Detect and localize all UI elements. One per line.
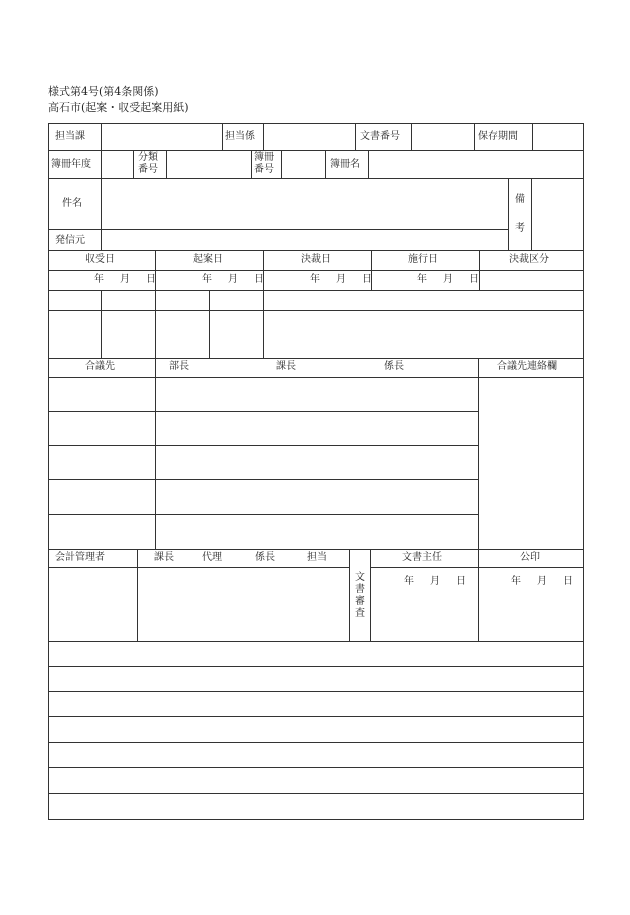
year-label: 年 <box>94 274 104 285</box>
month-label: 月 <box>537 576 547 587</box>
blank-row[interactable] <box>48 641 584 667</box>
field-bosatsu-bangou[interactable] <box>281 150 326 179</box>
field-goigisaki-row[interactable] <box>48 514 156 550</box>
label-tantou-ka: 担当課 <box>55 131 85 142</box>
day-label: 日 <box>362 274 372 285</box>
date-shikou <box>417 274 479 286</box>
field-bosatsu-mei[interactable] <box>368 150 584 179</box>
label-kessai-kubun: 決裁区分 <box>509 254 549 265</box>
form-title: 高石市(起案・収受起案用紙) <box>48 101 189 114</box>
label-kenmei: 件名 <box>62 198 82 209</box>
field-renrakuran[interactable] <box>478 377 584 550</box>
label-bosatsu-bangou-1: 簿冊 <box>254 152 274 163</box>
date-kessai <box>310 274 372 286</box>
seal-cell[interactable] <box>155 290 210 311</box>
date-bunsho-shunin <box>404 576 466 588</box>
label-bunsho-shunin: 文書主任 <box>402 552 442 563</box>
field-goigisaki-row[interactable] <box>48 479 156 515</box>
field-consult-seal-row[interactable] <box>155 445 479 480</box>
label-bosatsu-nendo: 簿冊年度 <box>51 159 91 170</box>
label-kaikei: 会計管理者 <box>55 552 105 563</box>
form-style-number: 様式第4号(第4条関係) <box>48 85 159 98</box>
month-label: 月 <box>336 274 346 285</box>
blank-row[interactable] <box>48 666 584 692</box>
field-approval-seals[interactable] <box>137 567 350 642</box>
seal-cell[interactable] <box>155 310 210 359</box>
field-consult-seal-row[interactable] <box>155 411 479 446</box>
blank-row[interactable] <box>48 691 584 717</box>
cell-consult-titles-header <box>155 358 479 378</box>
seal-cell[interactable] <box>209 290 264 311</box>
month-label: 月 <box>120 274 130 285</box>
seal-cell[interactable] <box>101 290 156 311</box>
label-bikou-2: 考 <box>515 223 525 234</box>
label-bosatsu-mei: 簿冊名 <box>330 159 360 170</box>
label-hozon-kikan: 保存期間 <box>478 131 518 142</box>
year-label: 年 <box>417 274 427 285</box>
seal-cell[interactable] <box>263 290 584 311</box>
year-label: 年 <box>511 576 521 587</box>
field-bunrui-bangou[interactable] <box>166 150 252 179</box>
month-label: 月 <box>443 274 453 285</box>
date-kian <box>202 274 264 286</box>
label-goigisaki: 合議先 <box>85 361 115 372</box>
field-tantou-kakari[interactable] <box>263 123 356 151</box>
field-goigisaki-row[interactable] <box>48 377 156 412</box>
label-approval-kakarichou: 係長 <box>255 552 275 563</box>
label-buchou: 部長 <box>169 361 189 372</box>
day-label: 日 <box>146 274 156 285</box>
char-shin: 審 <box>355 596 365 607</box>
blank-row[interactable] <box>48 716 584 743</box>
label-bunsho-shinsa <box>355 572 365 620</box>
char-bun: 文 <box>355 572 365 583</box>
char-sa: 査 <box>355 608 365 619</box>
date-shuju <box>94 274 156 286</box>
field-kessai-kubun[interactable] <box>479 270 584 291</box>
day-label: 日 <box>456 576 466 587</box>
label-bosatsu-bangou-2: 番号 <box>254 164 274 175</box>
field-consult-seal-row[interactable] <box>155 377 479 412</box>
seal-cell[interactable] <box>48 290 102 311</box>
char-sho: 書 <box>355 584 365 595</box>
label-tantou: 担当 <box>307 552 327 563</box>
label-hasshinmoto: 発信元 <box>55 235 85 246</box>
day-label: 日 <box>563 576 573 587</box>
year-label: 年 <box>202 274 212 285</box>
year-label: 年 <box>404 576 414 587</box>
field-bosatsu-nendo[interactable] <box>101 150 134 179</box>
month-label: 月 <box>228 274 238 285</box>
label-bunrui-bangou <box>138 152 158 176</box>
label-bunsho-bangou: 文書番号 <box>360 131 400 142</box>
label-bosatsu-bangou <box>254 152 274 176</box>
label-bunrui-1: 分類 <box>138 152 158 163</box>
day-label: 日 <box>469 274 479 285</box>
label-renrakuran: 合議先連絡欄 <box>497 361 557 372</box>
label-kouin: 公印 <box>520 552 540 563</box>
label-approval-kachou: 課長 <box>154 552 174 563</box>
field-hozon-kikan[interactable] <box>532 123 584 151</box>
field-goigisaki-row[interactable] <box>48 411 156 446</box>
label-shuju-bi: 収受日 <box>85 254 115 265</box>
blank-row[interactable] <box>48 742 584 768</box>
field-tantou-ka[interactable] <box>101 123 223 151</box>
label-bunrui-2: 番号 <box>138 164 158 175</box>
label-bikou-1: 備 <box>515 194 525 205</box>
blank-row[interactable] <box>48 767 584 794</box>
blank-row[interactable] <box>48 793 584 820</box>
month-label: 月 <box>430 576 440 587</box>
seal-cell[interactable] <box>209 310 264 359</box>
seal-cell[interactable] <box>48 310 102 359</box>
date-kouin <box>511 576 573 588</box>
year-label: 年 <box>310 274 320 285</box>
kenmei-hasshinmoto-divider <box>48 229 509 230</box>
label-kian-bi: 起案日 <box>193 254 223 265</box>
label-tantou-kakari: 担当係 <box>225 131 255 142</box>
label-consult-kachou: 課長 <box>276 361 296 372</box>
approval-form <box>48 123 584 820</box>
seal-cell[interactable] <box>101 310 156 359</box>
field-bunsho-bangou[interactable] <box>411 123 475 151</box>
field-goigisaki-row[interactable] <box>48 445 156 480</box>
label-consult-kakarichou: 係長 <box>384 361 404 372</box>
day-label: 日 <box>254 274 264 285</box>
seal-cell[interactable] <box>263 310 584 359</box>
field-kenmei[interactable] <box>101 178 509 251</box>
cell-bikou-label <box>508 178 532 251</box>
label-shikou-bi: 施行日 <box>408 254 438 265</box>
field-kaikei[interactable] <box>48 567 138 642</box>
field-consult-seal-row[interactable] <box>155 514 479 550</box>
field-consult-seal-row[interactable] <box>155 479 479 515</box>
label-kessai-bi: 決裁日 <box>301 254 331 265</box>
label-dairi: 代理 <box>202 552 222 563</box>
field-bikou[interactable] <box>531 178 584 251</box>
